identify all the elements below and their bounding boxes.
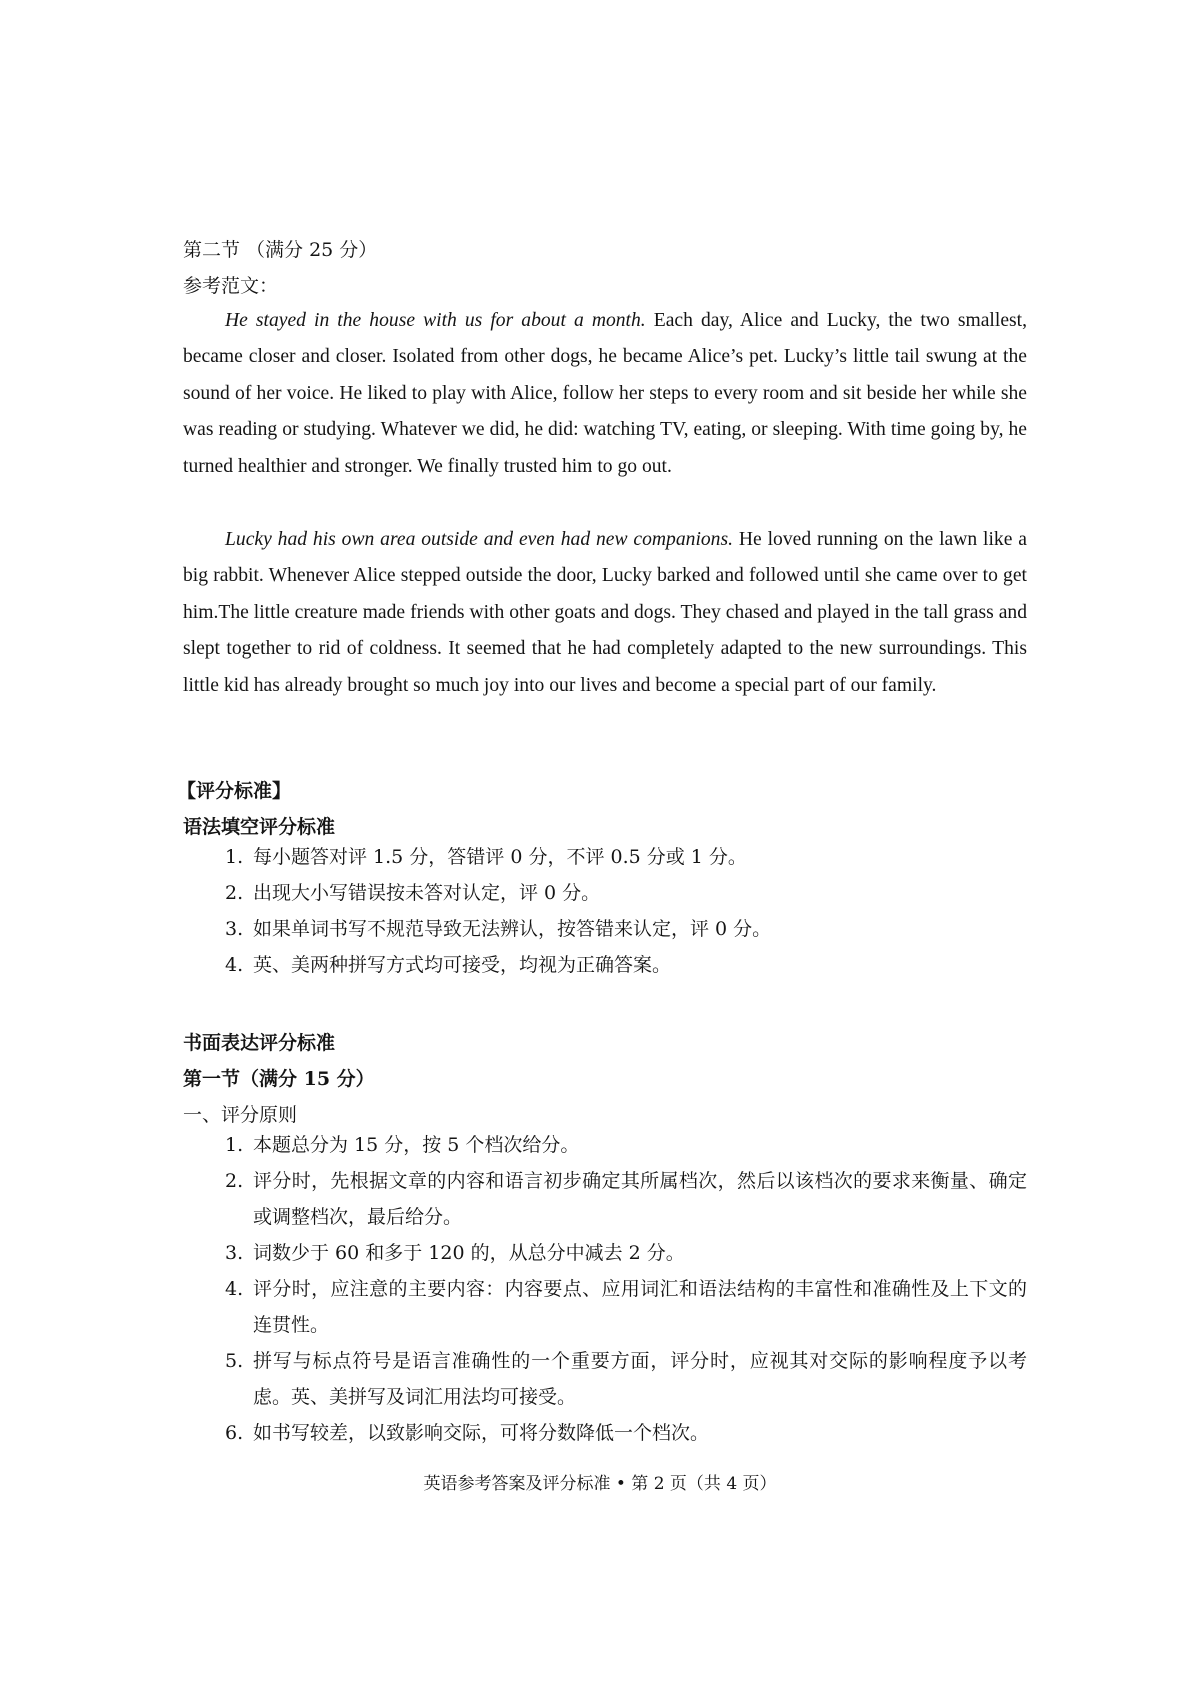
grammar-item	[225, 875, 1027, 911]
item-text: 评分时，先根据文章的内容和语言初步确定其所属档次，然后以该档次的要求来衡量、确定或调整档次，最后给分。	[253, 1170, 1027, 1228]
item-number: 1.	[225, 846, 244, 868]
grammar-item	[225, 839, 1027, 875]
item-text: 出现大小写错误按未答对认定，评 0 分。	[253, 882, 601, 904]
paragraph-1-body: Each day, Alice and Lucky, the two smallest, became closer and closer. Isolated from other dogs, he became Alice’s pet. Lucky’s little tail swung at the sound of her voice. He liked to play with Alice, follow her steps to every room and sit beside her while she was reading or studying. Whatever we did, he did: watching TV, eating, or sleeping. With time going by, he turned healthier and stronger. We finally trusted him to go out.	[183, 310, 1027, 477]
model-essay-paragraph-2	[183, 522, 1027, 704]
paragraph-2-opening-sentence: Lucky had his own area outside and even had new companions.	[225, 529, 734, 550]
item-text: 如果单词书写不规范导致无法辨认，按答错来认定，评 0 分。	[253, 918, 772, 940]
item-number: 3.	[225, 1242, 244, 1264]
principle-item	[225, 1163, 1027, 1235]
grammar-item	[225, 947, 1027, 983]
item-text: 评分时，应注意的主要内容：内容要点、应用词汇和语法结构的丰富性和准确性及上下文的连贯性。	[253, 1278, 1027, 1336]
paragraph-1-opening-sentence: He stayed in the house with us for about a month.	[225, 310, 646, 331]
principle-item	[225, 1271, 1027, 1343]
section2-heading: 第二节 （满分 25 分）	[183, 239, 378, 261]
principle-item	[225, 1235, 1027, 1271]
criteria-title: 【评分标准】	[177, 780, 292, 802]
principles-title: 一、评分原则	[183, 1104, 298, 1126]
item-text: 本题总分为 15 分，按 5 个档次给分。	[253, 1134, 580, 1156]
writing-criteria-title: 书面表达评分标准	[183, 1032, 336, 1054]
item-text: 词数少于 60 和多于 120 的，从总分中减去 2 分。	[253, 1242, 685, 1264]
paragraph-2-body: He loved running on the lawn like a big rabbit. Whenever Alice stepped outside the door, Lucky barked and followed until she came over to get him.The little creature made friends with other goats and dogs. They chased and played in the tall grass and slept together to rid of coldness. It seemed that he had completely adapted to the new surroundings. This little kid has already brought so much joy into our lives and become a special part of our family.	[183, 529, 1027, 696]
page-footer: 英语参考答案及评分标准 • 第 2 页（共 4 页）	[423, 1474, 777, 1494]
principle-item	[225, 1415, 1027, 1451]
model-essay-label: 参考范文：	[183, 275, 279, 297]
item-number: 2.	[225, 882, 244, 904]
item-text: 每小题答对评 1.5 分，答错评 0 分，不评 0.5 分或 1 分。	[253, 846, 747, 868]
grammar-item	[225, 911, 1027, 947]
item-number: 4.	[225, 954, 244, 976]
item-number: 6.	[225, 1422, 244, 1444]
item-number: 4.	[225, 1278, 244, 1300]
item-number: 2.	[225, 1170, 244, 1192]
principle-item	[225, 1127, 1027, 1163]
principle-item	[225, 1343, 1027, 1415]
item-number: 3.	[225, 918, 244, 940]
model-essay-paragraph-1	[183, 303, 1027, 485]
item-text: 拼写与标点符号是语言准确性的一个重要方面，评分时，应视其对交际的影响程度予以考虑。英、美拼写及词汇用法均可接受。	[253, 1350, 1027, 1408]
item-number: 5.	[225, 1350, 244, 1372]
item-text: 英、美两种拼写方式均可接受，均视为正确答案。	[253, 954, 672, 976]
item-text: 如书写较差，以致影响交际，可将分数降低一个档次。	[253, 1422, 710, 1444]
item-number: 1.	[225, 1134, 244, 1156]
section1-title: 第一节（满分 15 分）	[183, 1068, 375, 1090]
grammar-criteria-title: 语法填空评分标准	[183, 816, 336, 838]
